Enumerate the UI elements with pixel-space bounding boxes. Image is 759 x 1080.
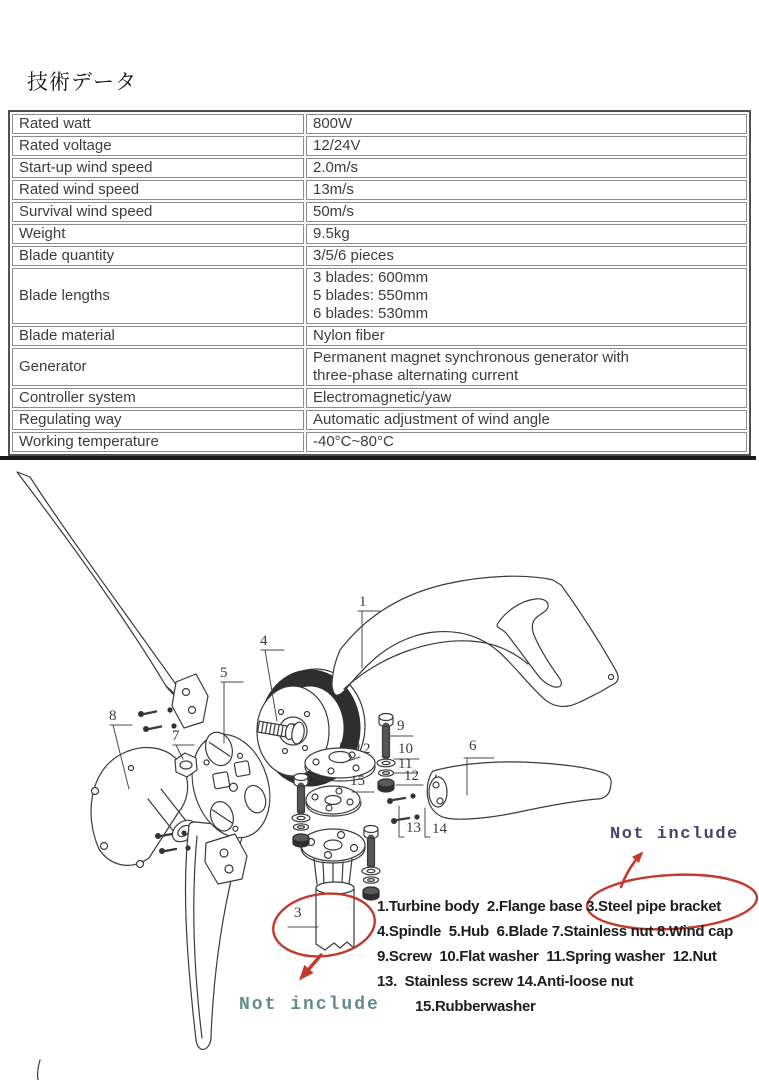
spec-value: 9.5kg xyxy=(306,224,747,244)
rubber-washer-plate xyxy=(306,786,361,816)
screws-upper xyxy=(138,707,177,732)
spec-value: 2.0m/s xyxy=(306,158,747,178)
bolt-stack-left xyxy=(292,774,310,848)
spec-label: Blade material xyxy=(12,326,304,346)
spec-value: Permanent magnet synchronous generator with three-phase alternating current xyxy=(306,348,747,386)
blade-right xyxy=(427,762,611,819)
part-callout-5: 5 xyxy=(220,665,228,681)
spec-label: Working temperature xyxy=(12,432,304,452)
arrow-to-bottom-note xyxy=(302,955,321,977)
flange-base xyxy=(301,829,365,884)
part-callout-12: 12 xyxy=(404,768,419,784)
part-callout-7: 7 xyxy=(172,728,180,744)
spec-value: 12/24V xyxy=(306,136,747,156)
part-callout-8: 8 xyxy=(109,708,117,724)
blade-edge-fragment xyxy=(38,1060,40,1080)
spec-label: Blade lengths xyxy=(12,268,304,324)
part-callout-11: 11 xyxy=(398,756,413,772)
parts-list xyxy=(377,894,759,1019)
spec-label: Survival wind speed xyxy=(12,202,304,222)
spec-value: 3 blades: 600mm 5 blades: 550mm 6 blades: 530mm xyxy=(306,268,747,324)
part-callout-6: 6 xyxy=(469,738,477,754)
part-callout-14: 14 xyxy=(432,821,447,837)
part-callout-3: 3 xyxy=(294,905,302,921)
spec-value: 800W xyxy=(306,114,747,134)
spec-label: Generator xyxy=(12,348,304,386)
spec-label: Regulating way xyxy=(12,410,304,430)
arrow-to-top-note xyxy=(621,854,641,887)
page-title: 技術データ xyxy=(27,71,137,95)
not-include-note-top: Not include xyxy=(610,825,739,844)
not-include-note-bottom: Not include xyxy=(239,995,380,1015)
part-callout-2: 2 xyxy=(363,741,371,757)
steel-pipe xyxy=(316,882,354,950)
spec-label: Rated wind speed xyxy=(12,180,304,200)
spec-label: Rated voltage xyxy=(12,136,304,156)
spec-label: Controller system xyxy=(12,388,304,408)
spec-label: Blade quantity xyxy=(12,246,304,266)
spec-value: Electromagnetic/yaw xyxy=(306,388,747,408)
parts-list-line: 13. Stainless screw 14.Anti-loose nut xyxy=(377,973,634,990)
part-callout-4: 4 xyxy=(260,633,268,649)
parts-list-line: 9.Screw 10.Flat washer 11.Spring washer 12.Nut xyxy=(377,948,717,965)
spec-label: Rated watt xyxy=(12,114,304,134)
spec-value: Automatic adjustment of wind angle xyxy=(306,410,747,430)
parts-list-line: 1.Turbine body 2.Flange base 3.Steel pipe bracket xyxy=(377,898,721,915)
part-callout-15: 15 xyxy=(350,773,365,789)
blade-upper-left xyxy=(17,472,208,728)
parts-list-line: 4.Spindle 5.Hub 6.Blade 7.Stainless nut 8.Wind cap xyxy=(377,923,734,940)
turbine-body xyxy=(332,576,618,706)
parts-list-line: 15.Rubberwasher xyxy=(415,998,536,1015)
part-callout-13: 13 xyxy=(406,820,421,836)
spec-value: 50m/s xyxy=(306,202,747,222)
spec-value: -40°C~80°C xyxy=(306,432,747,452)
spec-label: Weight xyxy=(12,224,304,244)
part-callout-10: 10 xyxy=(398,741,413,757)
spec-value: 3/5/6 pieces xyxy=(306,246,747,266)
spec-value: Nylon fiber xyxy=(306,326,747,346)
spec-value: 13m/s xyxy=(306,180,747,200)
bolt-stack-right-lower xyxy=(362,826,380,901)
spec-label: Start-up wind speed xyxy=(12,158,304,178)
bolt-stack-right-upper xyxy=(377,714,395,793)
part-callout-9: 9 xyxy=(397,718,405,734)
part-callout-1: 1 xyxy=(359,594,367,610)
